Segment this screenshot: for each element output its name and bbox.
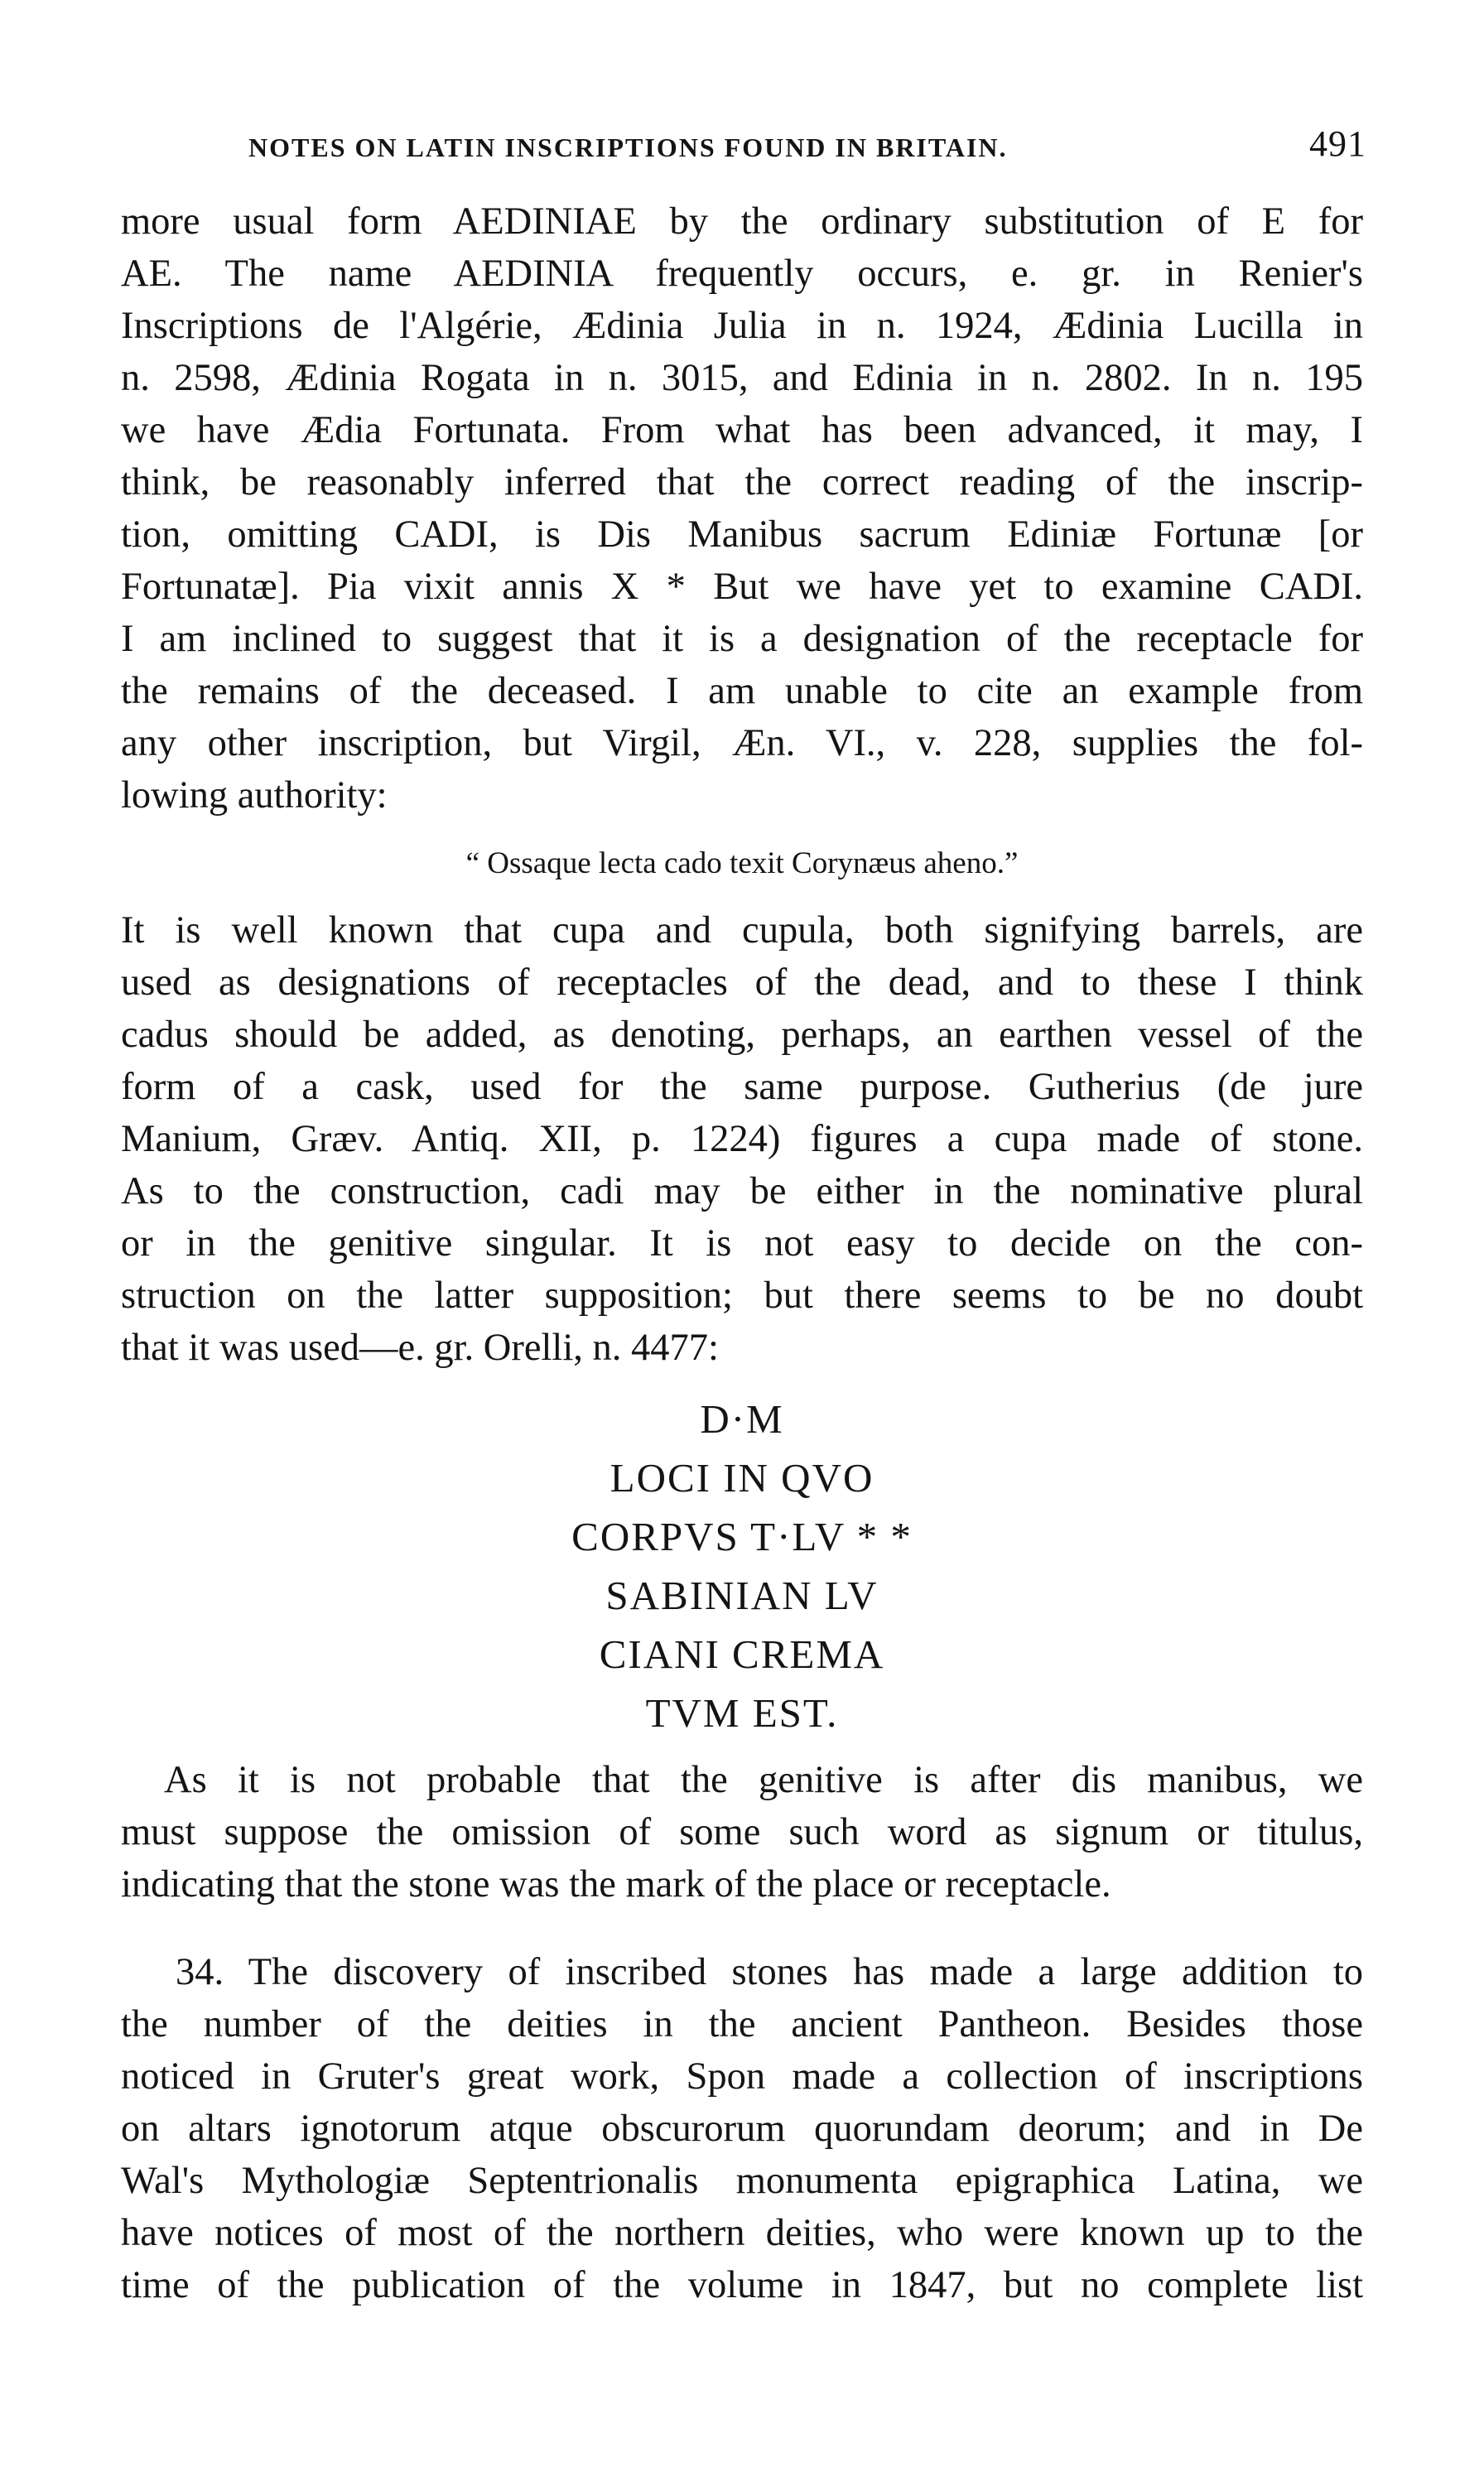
text-line: have notices of most of the northern deities, who were known up to the xyxy=(121,2212,1363,2254)
running-title: NOTES ON LATIN INSCRIPTIONS FOUND IN BRITAIN. xyxy=(248,132,1008,162)
epigraphic-inscription xyxy=(0,1390,1484,1742)
inscription-line: TVM EST. xyxy=(645,1690,839,1736)
text-line: any other inscription, but Virgil, Æn. VI., v. 228, supplies the fol- xyxy=(121,722,1363,764)
text-line: we have Ædia Fortunata. From what has been advanced, it may, I xyxy=(121,409,1363,451)
text-line: Wal's Mythologiæ Septentrionalis monumenta epigraphica Latina, we xyxy=(121,2160,1363,2202)
inscription-line: SABINIAN LV xyxy=(605,1573,879,1618)
block-quote: “ Ossaque lecta cado texit Corynæus aheno.” xyxy=(465,846,1019,880)
text-line: Manium, Græv. Antiq. XII, p. 1224) figures a cupa made of stone. xyxy=(121,1118,1363,1160)
text-line: think, be reasonably inferred that the correct reading of the inscrip- xyxy=(121,461,1363,504)
text-line: As to the construction, cadi may be either in the nominative plural xyxy=(121,1170,1363,1212)
text-line: more usual form AEDINIAE by the ordinary substitution of E for xyxy=(121,200,1363,243)
text-line: time of the publication of the volume in 1847, but no complete list xyxy=(121,2264,1363,2306)
text-line: must suppose the omission of some such word as signum or titulus, xyxy=(121,1811,1363,1853)
text-line: Inscriptions de l'Algérie, Ædinia Julia in n. 1924, Ædinia Lucilla in xyxy=(121,305,1363,347)
text-line: It is well known that cupa and cupula, both signifying barrels, are xyxy=(121,909,1363,952)
text-line: cadus should be added, as denoting, perhaps, an earthen vessel of the xyxy=(121,1014,1363,1056)
text-line: AE. The name AEDINIA frequently occurs, e. gr. in Renier's xyxy=(121,253,1363,295)
text-line: the remains of the deceased. I am unable to cite an example from xyxy=(121,670,1363,712)
text-line: lowing authority: xyxy=(121,774,388,817)
text-line: the number of the deities in the ancient Pantheon. Besides those xyxy=(121,2003,1363,2045)
text-line: noticed in Gruter's great work, Spon made a collection of inscriptions xyxy=(121,2055,1363,2098)
text-line: I am inclined to suggest that it is a designation of the receptacle for xyxy=(121,618,1363,660)
text-line: Fortunatæ]. Pia vixit annis X * But we have yet to examine CADI. xyxy=(121,566,1363,608)
text-line: As it is not probable that the genitive is after dis manibus, we xyxy=(164,1759,1363,1801)
text-line: struction on the latter supposition; but there seems to be no doubt xyxy=(121,1274,1363,1317)
text-line: 34. The discovery of inscribed stones has made a large addition to xyxy=(176,1951,1363,1993)
page-number: 491 xyxy=(1309,123,1366,164)
inscription-line: D·M xyxy=(700,1396,784,1442)
text-line: used as designations of receptacles of the dead, and to these I think xyxy=(121,961,1363,1004)
text-line: that it was used—e. gr. Orelli, n. 4477: xyxy=(121,1327,719,1369)
inscription-line: LOCI IN QVO xyxy=(610,1455,874,1501)
inscription-line: CORPVS T·LV * * xyxy=(571,1514,913,1559)
text-line: n. 2598, Ædinia Rogata in n. 3015, and Edinia in n. 2802. In n. 195 xyxy=(121,357,1363,399)
inscription-line: CIANI CREMA xyxy=(599,1631,885,1677)
text-line: tion, omitting CADI, is Dis Manibus sacrum Ediniæ Fortunæ [or xyxy=(121,513,1363,556)
text-line: indicating that the stone was the mark of the place or receptacle. xyxy=(121,1863,1111,1906)
text-line: form of a cask, used for the same purpose. Gutherius (de jure xyxy=(121,1066,1363,1108)
page-header xyxy=(230,123,1366,172)
text-line: or in the genitive singular. It is not easy to decide on the con- xyxy=(121,1222,1363,1265)
text-line: on altars ignotorum atque obscurorum quorundam deorum; and in De xyxy=(121,2108,1363,2150)
